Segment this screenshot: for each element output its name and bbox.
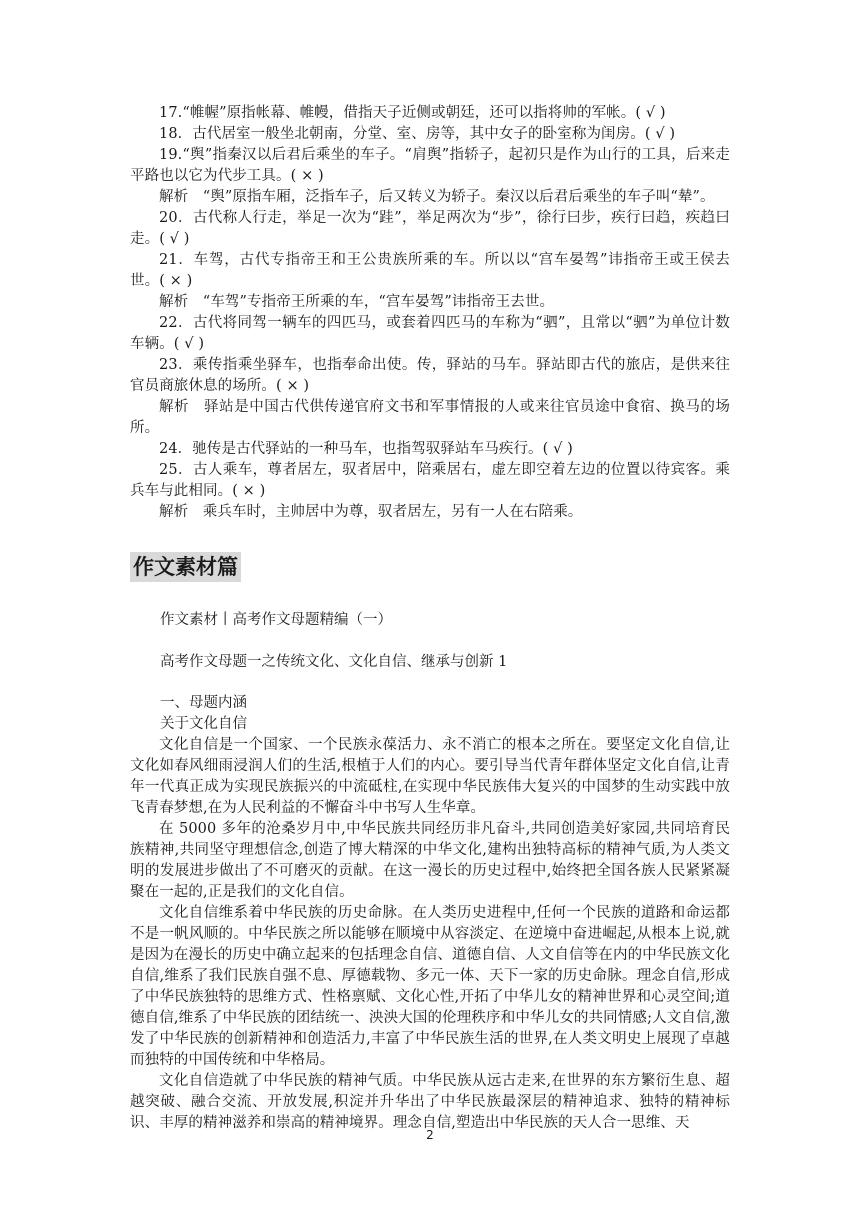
analysis-19: 解析 “舆”原指车厢，泛指车子，后又转义为轿子。秦汉以后君后乘坐的车子叫“辇”。: [159, 189, 715, 205]
quiz-item-23: 23．乘传指乘坐驿车，也指奉命出使。传，驿站的马车。驿站即古代的旅店，是供来往官员商旅休息的场所。( × ): [130, 357, 730, 394]
quiz-item-18: 18．古代居室一般坐北朝南，分堂、室、房等，其中女子的卧室称为闺房。( √ ): [159, 126, 676, 142]
heading-theme-meaning: 一、母题内涵: [160, 695, 247, 711]
analysis-21: 解析 “车驾”专指帝王所乘的车，“宫车晏驾”讳指帝王去世。: [159, 294, 555, 310]
quiz-items: [130, 103, 730, 523]
quiz-item-20: 20．古代称人行走，举足一次为“跬”，举足两次为“步”，徐行曰步，疾行曰趋，疾趋曰走。( √ ): [130, 210, 730, 247]
analysis-23: 解析 驿站是中国古代供传递官府文书和军事情报的人或来往官员途中食宿、换马的场所。: [130, 399, 730, 436]
analysis-25: 解析 乘兵车时，主帅居中为尊，驭者居左，另有一人在右陪乘。: [159, 504, 583, 520]
section-title: 作文素材篇: [130, 552, 241, 582]
heading-cultural-confidence: 关于文化自信: [160, 716, 247, 732]
paragraph-1: 文化自信是一个国家、一个民族永葆活力、永不消亡的根本之所在。要坚定文化自信,让文化如春风细雨浸润人们的生活,根植于人们的内心。要引导当代青年群体坚定文化自信,让青年一代真正成为实现民族振兴的中流砥柱,在实现中华民族伟大复兴的中国梦的生动实践中放飞青春梦想,在为人民利益的不懈奋斗中书写人生华章。: [130, 737, 730, 816]
quiz-item-21: 21．车驾，古代专指帝王和王公贵族所乘的车。所以以“宫车晏驾”讳指帝王或王侯去世。( × ): [130, 252, 730, 289]
essay-body: [130, 735, 730, 1134]
quiz-item-19: 19.“舆”指秦汉以后君后乘坐的车子。“肩舆”指轿子，起初只是作为山行的工具，后来走平路也以它为代步工具。( × ): [130, 147, 730, 184]
subtitle: 作文素材丨高考作文母题精编（一）: [160, 612, 392, 628]
topic-title: 高考作文母题一之传统文化、文化自信、继承与创新 1: [160, 654, 508, 670]
quiz-item-17: 17.“帷幄”原指帐幕、帷幔，借指天子近侧或朝廷，还可以指将帅的军帐。( √ ): [159, 105, 666, 121]
page-number: 2: [426, 1128, 434, 1142]
quiz-item-25: 25．古人乘车，尊者居左，驭者居中，陪乘居右，虚左即空着左边的位置以待宾客。乘兵车与此相同。( × ): [130, 462, 730, 499]
quiz-item-24: 24．驰传是古代驿站的一种马车，也指驾驭驿站车马疾行。( √ ): [159, 441, 573, 457]
paragraph-4: 文化自信造就了中华民族的精神气质。中华民族从远古走来,在世界的东方繁衍生息、超越突破、融合交流、开放发展,积淀并升华出了中华民族最深层的精神追求、独特的精神标识、丰厚的精神滋养和崇高的精神境界。理念自信,塑造出中华民族的天人合一思维、天: [130, 1073, 730, 1131]
paragraph-3: 文化自信维系着中华民族的历史命脉。在人类历史进程中,任何一个民族的道路和命运都不是一帆风顺的。中华民族之所以能够在顺境中从容淡定、在逆境中奋进崛起,从根本上说,就是因为在漫长的历史中确立起来的包括理念自信、道德自信、人文自信等在内的中华民族文化自信,维系了我们民族自强不息、厚德载物、多元一体、天下一家的历史命脉。理念自信,形成了中华民族独特的思维方式、性格禀赋、文化心性,开拓了中华儿女的精神世界和心灵空间;道德自信,维系了中华民族的团结统一、泱泱大国的伦理秩序和中华儿女的共同情感;人文自信,激发了中华民族的创新精神和创造活力,丰富了中华民族生活的世界,在人类文明史上展现了卓越而独特的中国传统和中华格局。: [130, 905, 730, 1068]
quiz-item-22: 22．古代将同驾一辆车的四匹马，或套着四匹马的车称为“驷”，且常以“驷”为单位计数车辆。( √ ): [130, 315, 730, 352]
paragraph-2: 在 5000 多年的沧桑岁月中,中华民族共同经历非凡奋斗,共同创造美好家园,共同培育民族精神,共同坚守理想信念,创造了博大精深的中华文化,建构出独特高标的精神气质,为人类文明的发展进步做出了不可磨灭的贡献。在这一漫长的历史过程中,始终把全国各族人民紧紧凝聚在一起的,正是我们的文化自信。: [130, 821, 730, 900]
